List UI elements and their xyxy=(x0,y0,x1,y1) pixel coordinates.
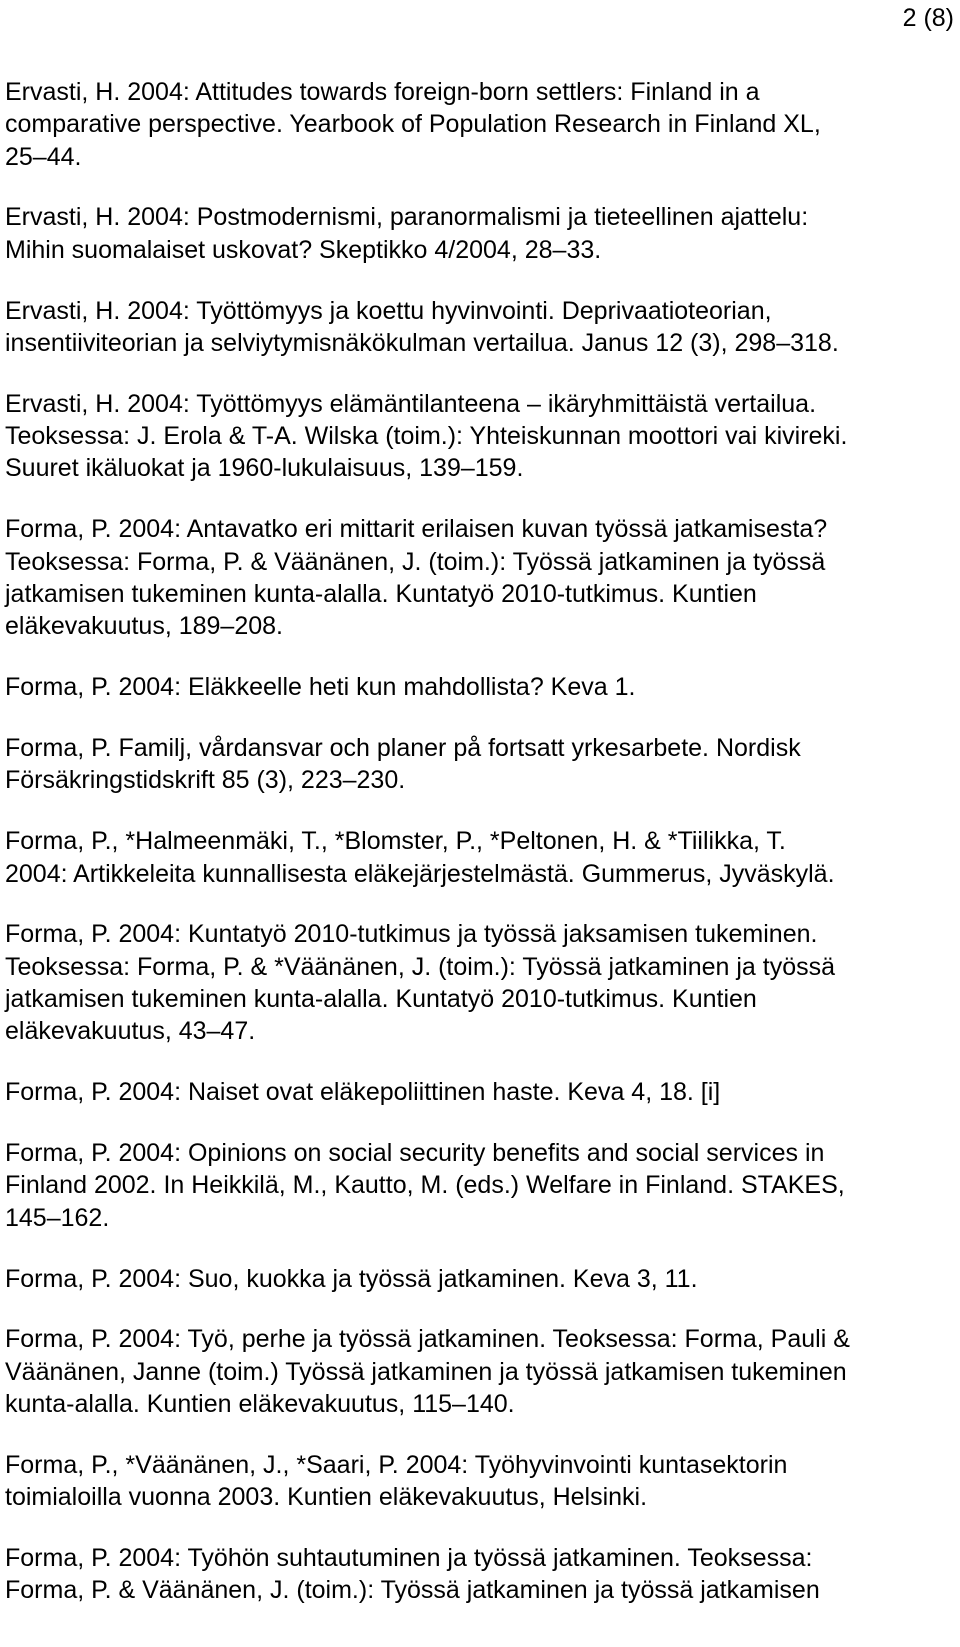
page-number: 2 (8) xyxy=(902,4,954,32)
reference-line: Forma, P., *Halmeenmäki, T., *Blomster, P., *Peltonen, H. & *Tiilikka, T. xyxy=(5,827,786,856)
reference-entry xyxy=(5,918,945,1047)
reference-line: eläkevakuutus, 43–47. xyxy=(5,1017,256,1046)
reference-line: Forma, P. Familj, vårdansvar och planer på fortsatt yrkesarbete. Nordisk xyxy=(5,734,801,763)
reference-entry xyxy=(5,1263,945,1295)
reference-line: 2004: Artikkeleita kunnallisesta eläkejärjestelmästä. Gummerus, Jyväskylä. xyxy=(5,859,835,888)
reference-line: Forma, P. 2004: Kuntatyö 2010-tutkimus ja työssä jaksamisen tukeminen. xyxy=(5,920,818,949)
reference-entry xyxy=(5,1076,945,1108)
reference-line: Forma, P. 2004: Naiset ovat eläkepoliittinen haste. Keva 4, 18. [i] xyxy=(5,1078,721,1107)
reference-line: Forma, P. 2004: Työ, perhe ja työssä jatkaminen. Teoksessa: Forma, Pauli & xyxy=(5,1325,850,1354)
reference-line: Mihin suomalaiset uskovat? Skeptikko 4/2004, 28–33. xyxy=(5,235,602,264)
reference-line: toimialoilla vuonna 2003. Kuntien eläkevakuutus, Helsinki. xyxy=(5,1483,648,1512)
reference-entry xyxy=(5,1542,945,1607)
reference-line: Väänänen, Janne (toim.) Työssä jatkaminen ja työssä jatkamisen tukeminen xyxy=(5,1357,847,1386)
reference-entry xyxy=(5,388,945,485)
reference-line: Ervasti, H. 2004: Työttömyys ja koettu hyvinvointi. Deprivaatioteorian, xyxy=(5,296,772,325)
reference-line: jatkamisen tukeminen kunta-alalla. Kuntatyö 2010-tutkimus. Kuntien xyxy=(5,579,757,608)
reference-entry xyxy=(5,1137,945,1234)
reference-entry xyxy=(5,201,945,266)
reference-line: Forma, P. 2004: Suo, kuokka ja työssä jatkaminen. Keva 3, 11. xyxy=(5,1264,698,1293)
reference-line: Finland 2002. In Heikkilä, M., Kautto, M. (eds.) Welfare in Finland. STAKES, xyxy=(5,1171,845,1200)
reference-line: Forma, P. 2004: Eläkkeelle heti kun mahdollista? Keva 1. xyxy=(5,673,636,702)
reference-entry xyxy=(5,513,945,642)
reference-line: Ervasti, H. 2004: Attitudes towards foreign-born settlers: Finland in a xyxy=(5,78,760,106)
reference-line: 25–44. xyxy=(5,142,82,171)
reference-line: Försäkringstidskrift 85 (3), 223–230. xyxy=(5,766,406,795)
reference-entry xyxy=(5,671,945,703)
reference-entry xyxy=(5,1449,945,1514)
reference-line: kunta-alalla. Kuntien eläkevakuutus, 115–140. xyxy=(5,1390,515,1419)
reference-entry xyxy=(5,1323,945,1420)
reference-line: Teoksessa: J. Erola & T-A. Wilska (toim.): Yhteiskunnan moottori vai kivireki. xyxy=(5,422,848,451)
reference-line: Teoksessa: Forma, P. & Väänänen, J. (toim.): Työssä jatkaminen ja työssä xyxy=(5,547,826,576)
reference-entry xyxy=(5,732,945,797)
reference-line: Ervasti, H. 2004: Työttömyys elämäntilanteena – ikäryhmittäistä vertailua. xyxy=(5,389,817,418)
reference-entry xyxy=(5,825,945,890)
reference-line: 145–162. xyxy=(5,1203,110,1232)
reference-list xyxy=(5,76,945,1635)
reference-line: Teoksessa: Forma, P. & *Väänänen, J. (toim.): Työssä jatkaminen ja työssä xyxy=(5,952,836,981)
reference-entry xyxy=(5,295,945,360)
reference-line: Forma, P. 2004: Työhön suhtautuminen ja työssä jatkaminen. Teoksessa: xyxy=(5,1544,813,1573)
reference-line: insentiiviteorian ja selviytymisnäkökulman vertailua. Janus 12 (3), 298–318. xyxy=(5,328,839,357)
reference-line: Forma, P. & Väänänen, J. (toim.): Työssä jatkaminen ja työssä jatkamisen xyxy=(5,1576,820,1605)
reference-line: eläkevakuutus, 189–208. xyxy=(5,612,283,641)
reference-line: jatkamisen tukeminen kunta-alalla. Kuntatyö 2010-tutkimus. Kuntien xyxy=(5,984,757,1013)
reference-line: Forma, P., *Väänänen, J., *Saari, P. 2004: Työhyvinvointi kuntasektorin xyxy=(5,1450,788,1479)
reference-line: Suuret ikäluokat ja 1960-lukulaisuus, 139–159. xyxy=(5,454,524,483)
reference-line: Forma, P. 2004: Opinions on social security benefits and social services in xyxy=(5,1139,825,1168)
reference-line: comparative perspective. Yearbook of Population Research in Finland XL, xyxy=(5,110,821,139)
reference-line: Ervasti, H. 2004: Postmodernismi, paranormalismi ja tieteellinen ajattelu: xyxy=(5,203,809,232)
reference-entry xyxy=(5,76,945,173)
reference-line: Forma, P. 2004: Antavatko eri mittarit erilaisen kuvan työssä jatkamisesta? xyxy=(5,515,828,544)
